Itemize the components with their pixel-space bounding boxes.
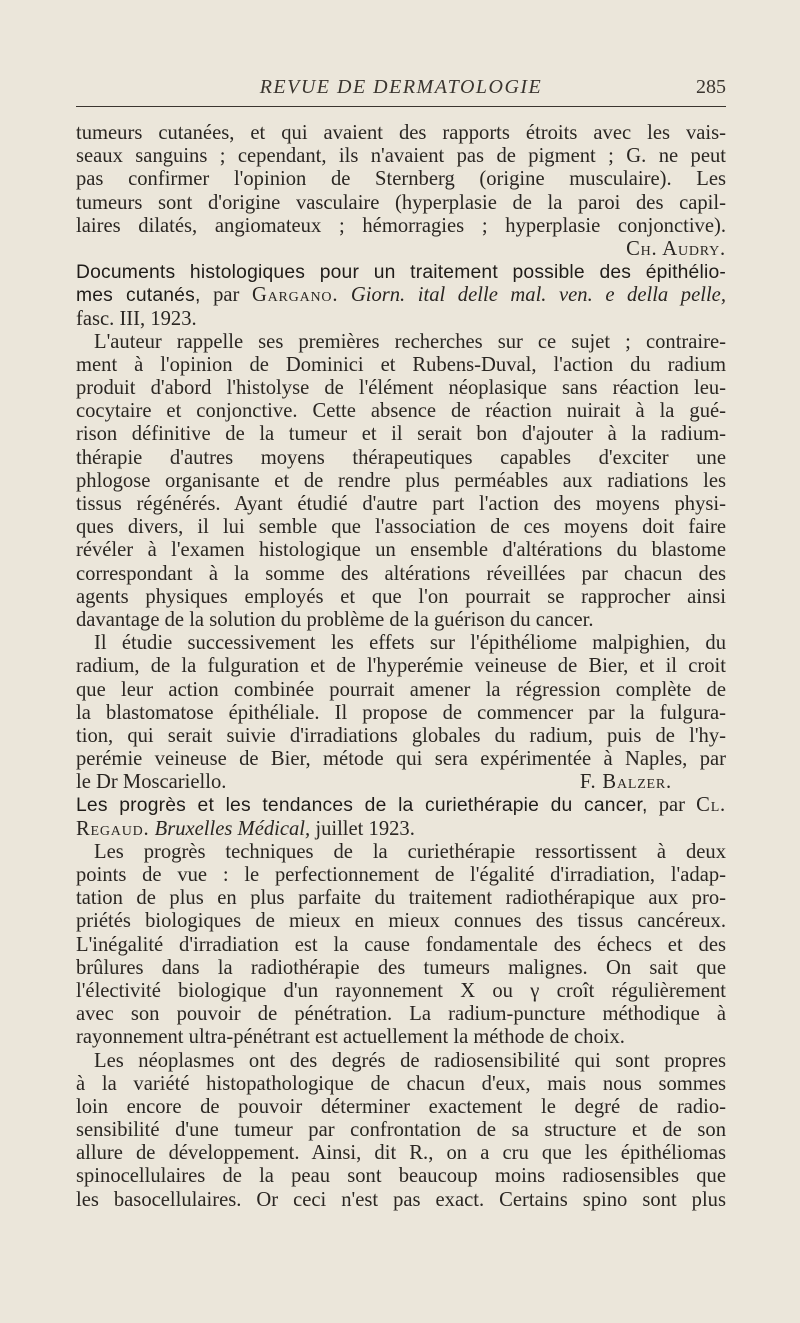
running-title: REVUE DE DERMATOLOGIE [259,76,543,98]
text-line: phlogose organisante et de rendre plus perméables aux radiations les [76,469,726,492]
text-line: pas confirmer l'opinion de Sternberg (origine musculaire). Les [76,168,726,191]
text-line: radium, de la fulguration et de l'hyperémie veineuse de Bier, et il croit [76,655,726,678]
text-line: tation de plus en plus parfaite du traitement radiothérapique aux pro- [76,887,726,910]
article-heading: Documents histologiques pour un traitement possible des épithélio- [76,262,726,284]
article-citation-line [76,818,726,841]
reviewer-signature: Ch. Audry. [626,237,726,260]
par-word: par [658,794,686,817]
article-heading-line [76,284,726,307]
text-line: tion, qui serait suivie d'irradiations globales du radium, puis de l'hy- [76,724,726,747]
text-line: la blastomatose épithéliale. Il propose de commencer par la fulgura- [76,701,726,724]
text-line: laires dilatés, angiomateux ; hémorragies ; hyperplasie conjonctive). [76,214,726,237]
text-line: thérapie d'autres moyens thérapeutiques capables d'exciter une [76,446,726,469]
article-heading-line [76,794,726,817]
text-line: Les progrès techniques de la curiethérapie ressortissent à deux [94,840,726,863]
text-line: spinocellulaires de la peau sont beaucoup moins radiosensibles que [76,1165,726,1188]
text-line: loin encore de pouvoir déterminer exactement le degré de radio- [76,1095,726,1118]
text-line: tumeurs cutanées, et qui avaient des rapports étroits avec les vais- [76,122,726,144]
text-line: ques divers, il lui semble que l'association de ces moyens doit faire [76,516,726,539]
article-citation: fasc. III, 1923. [76,307,197,330]
text-line: tumeurs sont d'origine vasculaire (hyperplasie de la paroi des capil- [76,191,726,214]
text-line: produit d'abord l'histolyse de l'élément néoplasique sans réaction leu- [76,377,726,400]
text-line: L'inégalité d'irradiation est la cause fondamentale des échecs et des [76,933,726,956]
article-heading-end: mes cutanés, [76,285,201,307]
text-line: Les néoplasmes ont des degrés de radiosensibilité qui sont propres [94,1049,726,1072]
article-author: Regaud. [76,817,150,840]
text-line: brûlures dans la radiothérapie des tumeurs malignes. On sait que [76,956,726,979]
article-heading: Les progrès et les tendances de la curiethérapie du cancer, [76,795,648,817]
text-line: révéler à l'examen histologique un ensemble d'altérations du blastome [76,539,726,562]
review-regaud [76,794,726,1211]
text-line: seaux sanguins ; cependant, ils n'avaient pas de pigment ; G. ne peut [76,145,726,168]
text-line: rayonnement ultra-pénétrant est actuellement la méthode de choix. [76,1026,625,1049]
text-line: à la variété histopathologique de chacun d'eux, mais nous sommes [76,1072,726,1095]
review-gargano [76,261,726,794]
text-line: ment à l'opinion de Dominici et Rubens-Duval, l'action du radium [76,353,726,376]
body-text [76,122,726,1212]
text-line: que leur action combinée pourrait amener la régression complète de [76,678,726,701]
text-line: cocytaire et conjonctive. Cette absence de réaction nuirait à la gué- [76,400,726,423]
reviewer-signature: F. Balzer. [579,771,672,794]
text-line: avec son pouvoir de pénétration. La radium-puncture méthodique à [76,1003,726,1026]
text-line: allure de développement. Ainsi, dit R., on a cru que les épithéliomas [76,1142,726,1165]
par-word: par [213,284,240,307]
text-line: agents physiques employés et que l'on pourrait se rapprocher ainsi [76,585,726,608]
page-number: 285 [696,76,726,98]
text-line: les basocellulaires. Or ceci n'est pas exact. Certains spino sont plus [76,1188,726,1211]
text-line: priétés biologiques de mieux en mieux connues des tissus cancéreux. [76,910,726,933]
previous-review-continuation [76,122,726,261]
text-line: points de vue : le perfectionnement de l'égalité d'irradiation, l'adap- [76,864,726,886]
text-line: l'électivité biologique d'un rayonnement X ou γ croît régulièrement [76,979,726,1002]
text-line: sensibilité d'une tumeur par confrontation de sa structure et de son [76,1119,726,1142]
journal-title: Bruxelles Médical, [154,817,311,840]
text-line: tissus régénérés. Ayant étudié d'autre part l'action des moyens physi- [76,493,726,515]
article-author: Gargano. [251,284,339,307]
article-author: Cl. [696,794,726,817]
text-line: Il étudie successivement les effets sur l'épithéliome malpighien, du [94,632,726,655]
text-line: correspondant à la somme des altérations réveillées par chacun des [76,562,726,585]
text-fragment: le Dr Moscariello. [76,771,227,794]
text-line: davantage de la solution du problème de la guérison du cancer. [76,608,594,631]
text-line: rison définitive de la tumeur et il serait bon d'ajouter à la radium- [76,423,726,446]
journal-date: juillet 1923. [315,817,415,840]
text-line: L'auteur rappelle ses premières recherches sur ce sujet ; contraire- [94,330,726,353]
text-line: perémie veineuse de Bier, métode qui sera expérimentée à Naples, par [76,748,726,771]
text-line-with-signature [76,771,726,794]
journal-title: Giorn. ital delle mal. ven. e della pelle, [350,284,726,307]
page-header [76,76,726,107]
